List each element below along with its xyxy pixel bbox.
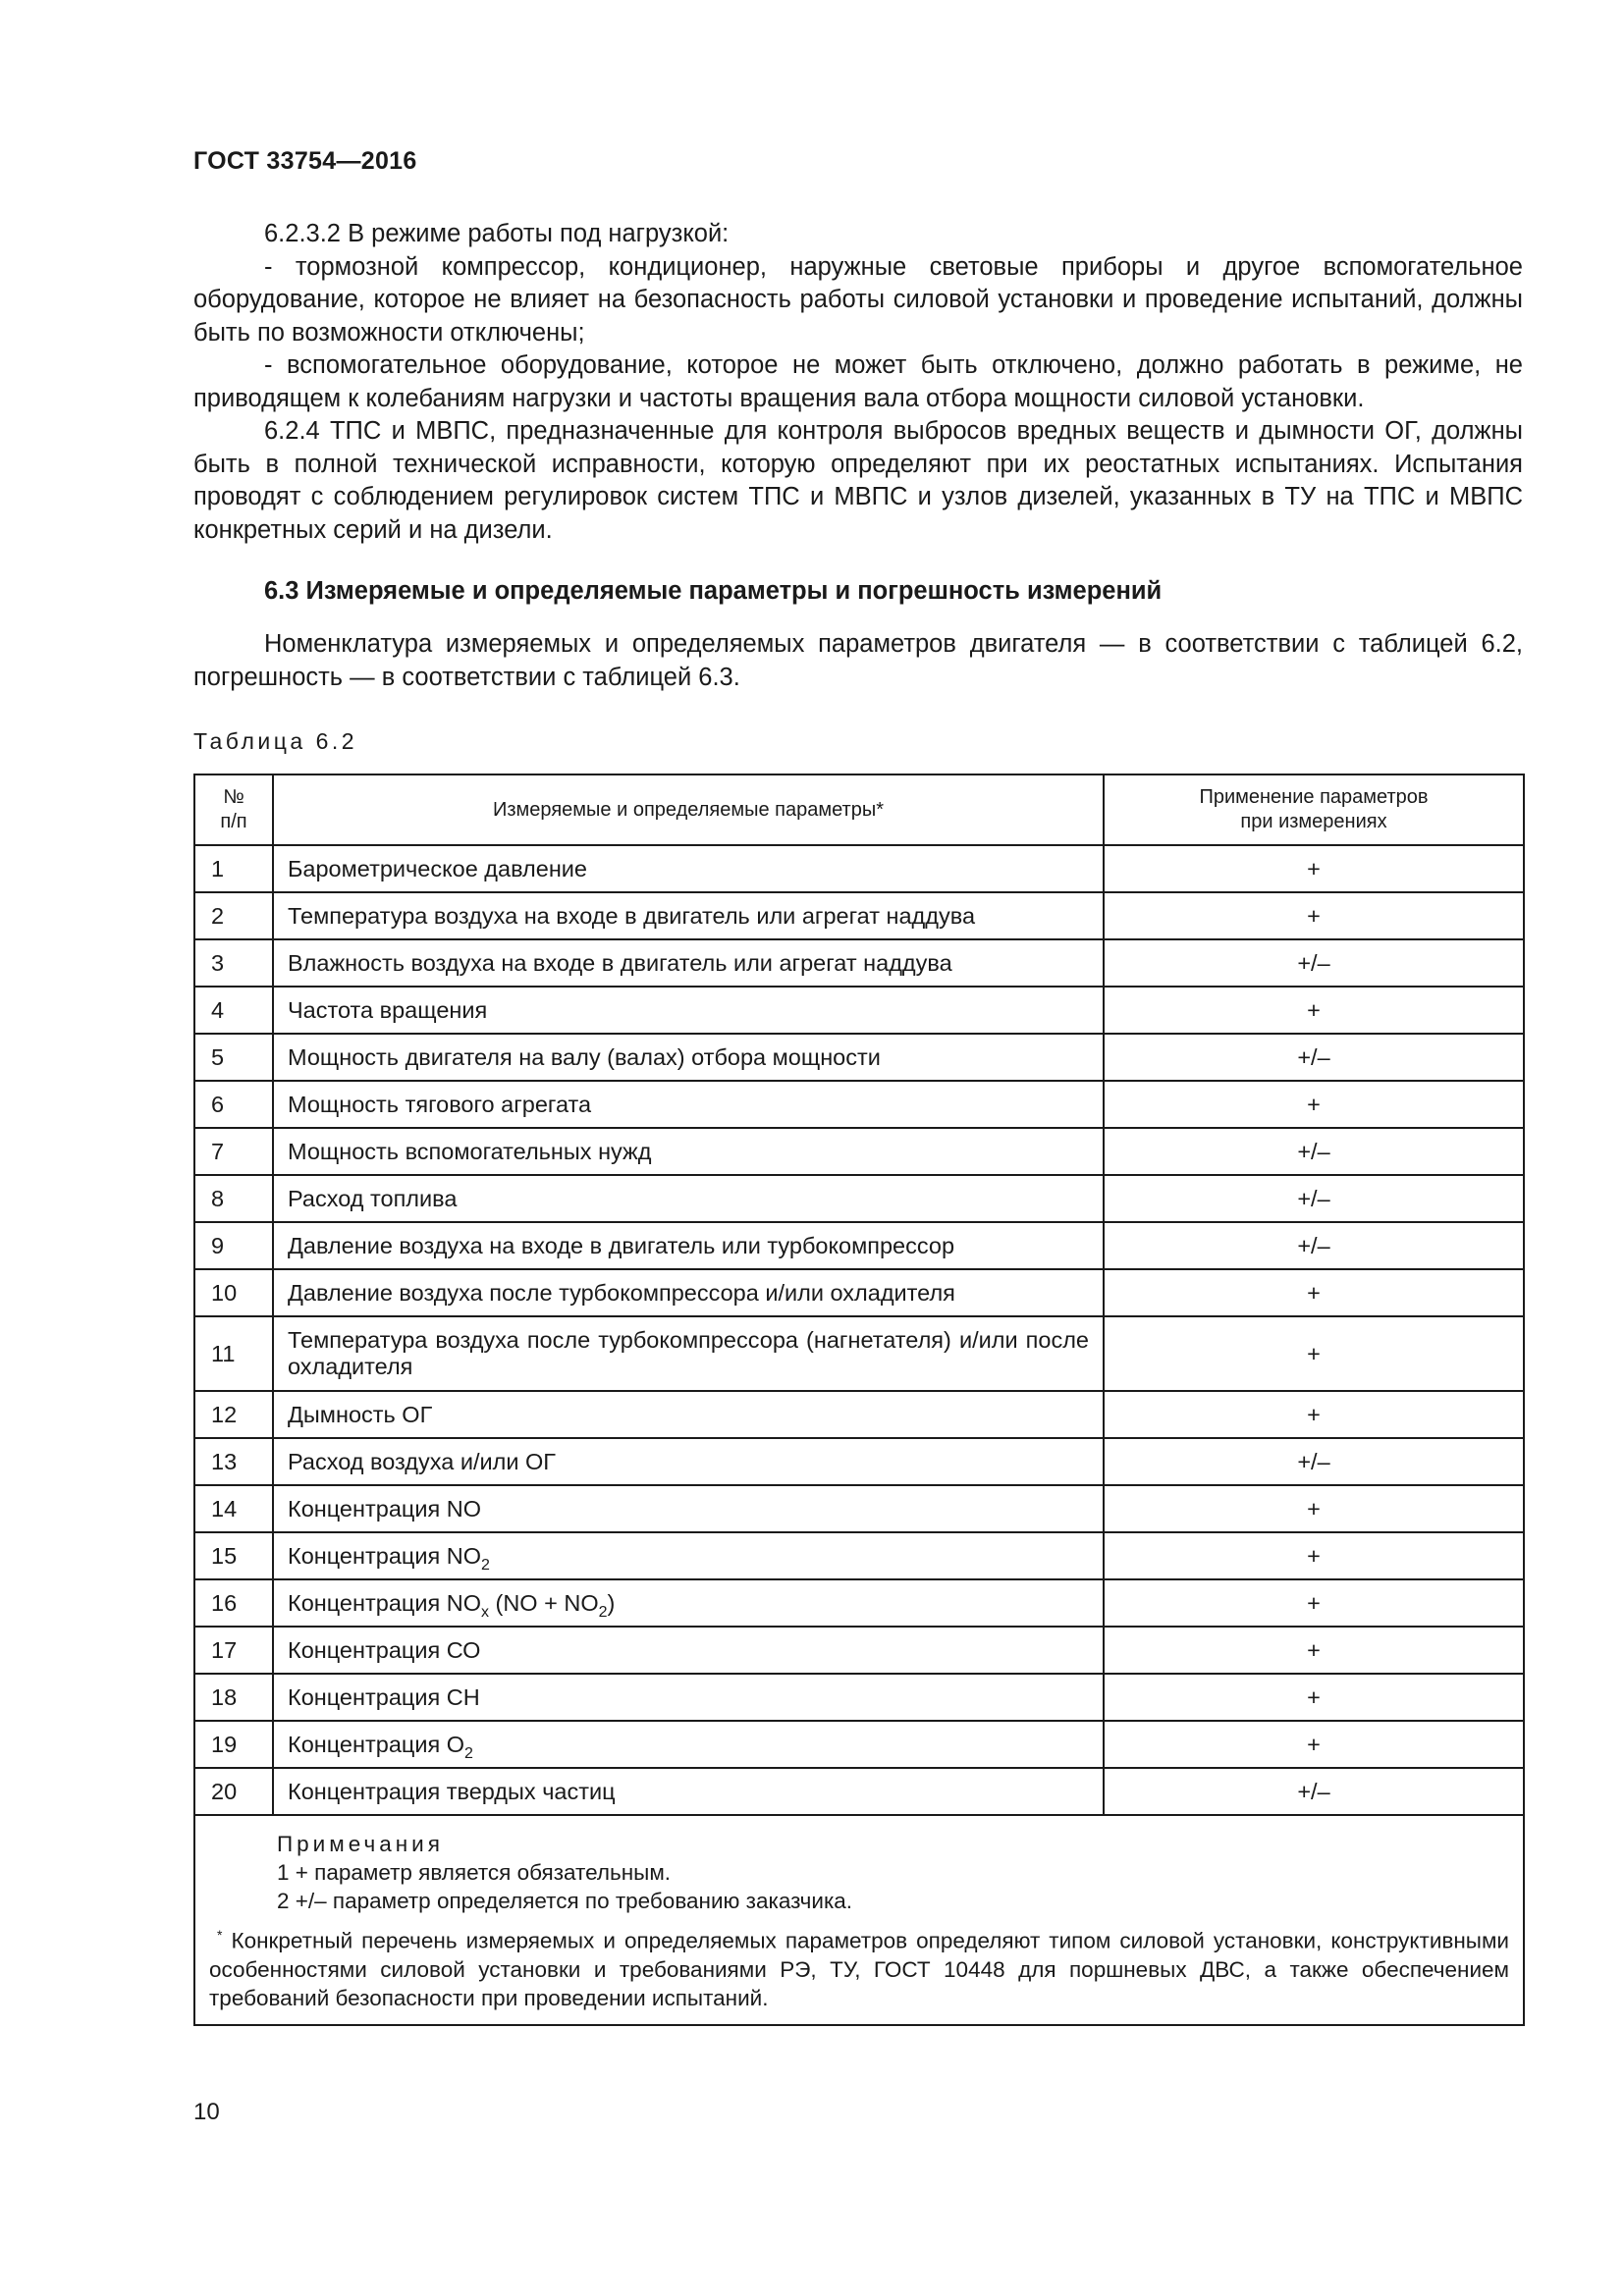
row-parameter: Концентрация $NO_2$ — [273, 1532, 1104, 1579]
row-parameter: Давление воздуха после турбокомпрессора и/или охладителя — [273, 1269, 1104, 1316]
notes-title: Примечания — [277, 1832, 444, 1856]
note-item: 1 + параметр является обязательным. — [277, 1860, 672, 1885]
row-parameter: Расход воздуха и/или ОГ — [273, 1438, 1104, 1485]
row-parameter: Концентрация $О_2$ — [273, 1721, 1104, 1768]
row-application: + — [1104, 892, 1524, 939]
header-num: № п/п — [194, 774, 273, 845]
row-application: + — [1104, 1721, 1524, 1768]
row-application: + — [1104, 1532, 1524, 1579]
table-notes — [194, 1815, 1524, 2025]
header-parameter: Измеряемые и определяемые параметры* — [273, 774, 1104, 845]
paragraph: Номенклатура измеряемых и определяемых параметров двигателя — в соответствии с таблицей 6.2, погрешность — в соответствии с таблицей 6.3. — [193, 630, 1523, 691]
row-number: 14 — [194, 1485, 273, 1532]
table-row — [194, 1391, 1524, 1438]
page-number: 10 — [193, 2099, 220, 2125]
table-row — [194, 1579, 1524, 1627]
row-number: 16 — [194, 1579, 273, 1627]
table-row — [194, 1721, 1524, 1768]
row-application: + — [1104, 845, 1524, 892]
table-row — [194, 939, 1524, 987]
table-row — [194, 1128, 1524, 1175]
table-row — [194, 1034, 1524, 1081]
row-parameter: Мощность тягового агрегата — [273, 1081, 1104, 1128]
table-header-row — [194, 774, 1524, 845]
row-parameter: Частота вращения — [273, 987, 1104, 1034]
table-row — [194, 1175, 1524, 1222]
row-number: 7 — [194, 1128, 273, 1175]
row-number: 20 — [194, 1768, 273, 1815]
row-number: 15 — [194, 1532, 273, 1579]
table-row — [194, 1222, 1524, 1269]
parameters-table — [193, 774, 1525, 2026]
row-application: +/– — [1104, 1034, 1524, 1081]
row-application: + — [1104, 1485, 1524, 1532]
row-application: + — [1104, 1579, 1524, 1627]
row-application: + — [1104, 1081, 1524, 1128]
row-number: 3 — [194, 939, 273, 987]
row-parameter: Давление воздуха на входе в двигатель или турбокомпрессор — [273, 1222, 1104, 1269]
table-footnote: * Конкретный перечень измеряемых и определяемых параметров определяют типом силовой установки, конструктивными особенностями силовой установки и требованиями РЭ, ТУ, ГОСТ 10448 для поршневых ДВС, а также обеспечением требований безопасности при проведении испытаний. — [209, 1927, 1509, 2010]
row-application: + — [1104, 1269, 1524, 1316]
paragraph: 6.2.4 ТПС и МВПС, предназначенные для контроля выбросов вредных веществ и дымности ОГ, должны быть в полной технической исправности, которую определяют при их реостатных испытаниях. Испытания проводят с соблюдением регулировок систем ТПС и МВПС и узлов дизелей, указанных в ТУ на ТПС и МВПС конкретных серий и на дизели. — [193, 417, 1523, 544]
row-application: +/– — [1104, 1175, 1524, 1222]
row-number: 4 — [194, 987, 273, 1034]
row-number: 1 — [194, 845, 273, 892]
table-row — [194, 1532, 1524, 1579]
row-application: +/– — [1104, 1768, 1524, 1815]
row-application: + — [1104, 1316, 1524, 1391]
table-row — [194, 987, 1524, 1034]
footnote-mark: * — [217, 1927, 223, 1943]
row-number: 8 — [194, 1175, 273, 1222]
row-application: + — [1104, 1627, 1524, 1674]
row-parameter: Концентрация $NO_x$ $(NO + NO_2)$ — [273, 1579, 1104, 1627]
row-number: 10 — [194, 1269, 273, 1316]
row-parameter: Мощность вспомогательных нужд — [273, 1128, 1104, 1175]
table-row — [194, 892, 1524, 939]
row-application: +/– — [1104, 1222, 1524, 1269]
row-application: +/– — [1104, 1438, 1524, 1485]
section-text — [193, 628, 1523, 694]
header-application: Применение параметров при измерениях — [1104, 774, 1524, 845]
row-application: +/– — [1104, 939, 1524, 987]
row-parameter: Мощность двигателя на валу (валах) отбора мощности — [273, 1034, 1104, 1081]
table-row — [194, 1674, 1524, 1721]
paragraph: - тормозной компрессор, кондиционер, наружные световые приборы и другое вспомогательное оборудование, которое не влияет на безопасность работы силовой установки и проведение испытаний, должны быть по возможности отключены; — [193, 252, 1523, 347]
paragraph: 6.2.3.2 В режиме работы под нагрузкой: — [264, 220, 730, 247]
table-caption: Таблица 6.2 — [193, 728, 358, 754]
row-number: 19 — [194, 1721, 273, 1768]
row-parameter: Барометрическое давление — [273, 845, 1104, 892]
row-application: +/– — [1104, 1128, 1524, 1175]
row-parameter: Температура воздуха на входе в двигатель или агрегат наддува — [273, 892, 1104, 939]
row-parameter: Расход топлива — [273, 1175, 1104, 1222]
note-item: 2 +/– параметр определяется по требованию заказчика. — [277, 1889, 853, 1913]
row-parameter: Концентрация NO — [273, 1485, 1104, 1532]
table-row — [194, 1081, 1524, 1128]
row-parameter: Влажность воздуха на входе в двигатель или агрегат наддува — [273, 939, 1104, 987]
row-parameter: Дымность ОГ — [273, 1391, 1104, 1438]
row-number: 13 — [194, 1438, 273, 1485]
row-number: 6 — [194, 1081, 273, 1128]
row-parameter: Концентрация твердых частиц — [273, 1768, 1104, 1815]
row-number: 17 — [194, 1627, 273, 1674]
paragraph: - вспомогательное оборудование, которое не может быть отключено, должно работать в режиме, не приводящем к колебаниям нагрузки и частоты вращения вала отбора мощности силовой установки. — [193, 351, 1523, 412]
row-number: 18 — [194, 1674, 273, 1721]
row-number: 5 — [194, 1034, 273, 1081]
row-application: + — [1104, 987, 1524, 1034]
table-row — [194, 845, 1524, 892]
row-parameter: Концентрация СН — [273, 1674, 1104, 1721]
intro-text — [193, 218, 1523, 547]
table-row — [194, 1269, 1524, 1316]
table-row — [194, 1768, 1524, 1815]
row-number: 11 — [194, 1316, 273, 1391]
row-number: 2 — [194, 892, 273, 939]
row-application: + — [1104, 1391, 1524, 1438]
row-number: 9 — [194, 1222, 273, 1269]
row-application: + — [1104, 1674, 1524, 1721]
section-title: 6.3 Измеряемые и определяемые параметры и погрешность измерений — [264, 577, 1163, 605]
table-row — [194, 1316, 1524, 1391]
table-notes-row — [194, 1815, 1524, 2025]
row-parameter: Температура воздуха после турбокомпрессора (нагнетателя) и/или после охладителя — [273, 1316, 1104, 1391]
table-row — [194, 1627, 1524, 1674]
table-row — [194, 1438, 1524, 1485]
document-header: ГОСТ 33754—2016 — [193, 147, 417, 175]
table-row — [194, 1485, 1524, 1532]
row-number: 12 — [194, 1391, 273, 1438]
row-parameter: Концентрация СО — [273, 1627, 1104, 1674]
